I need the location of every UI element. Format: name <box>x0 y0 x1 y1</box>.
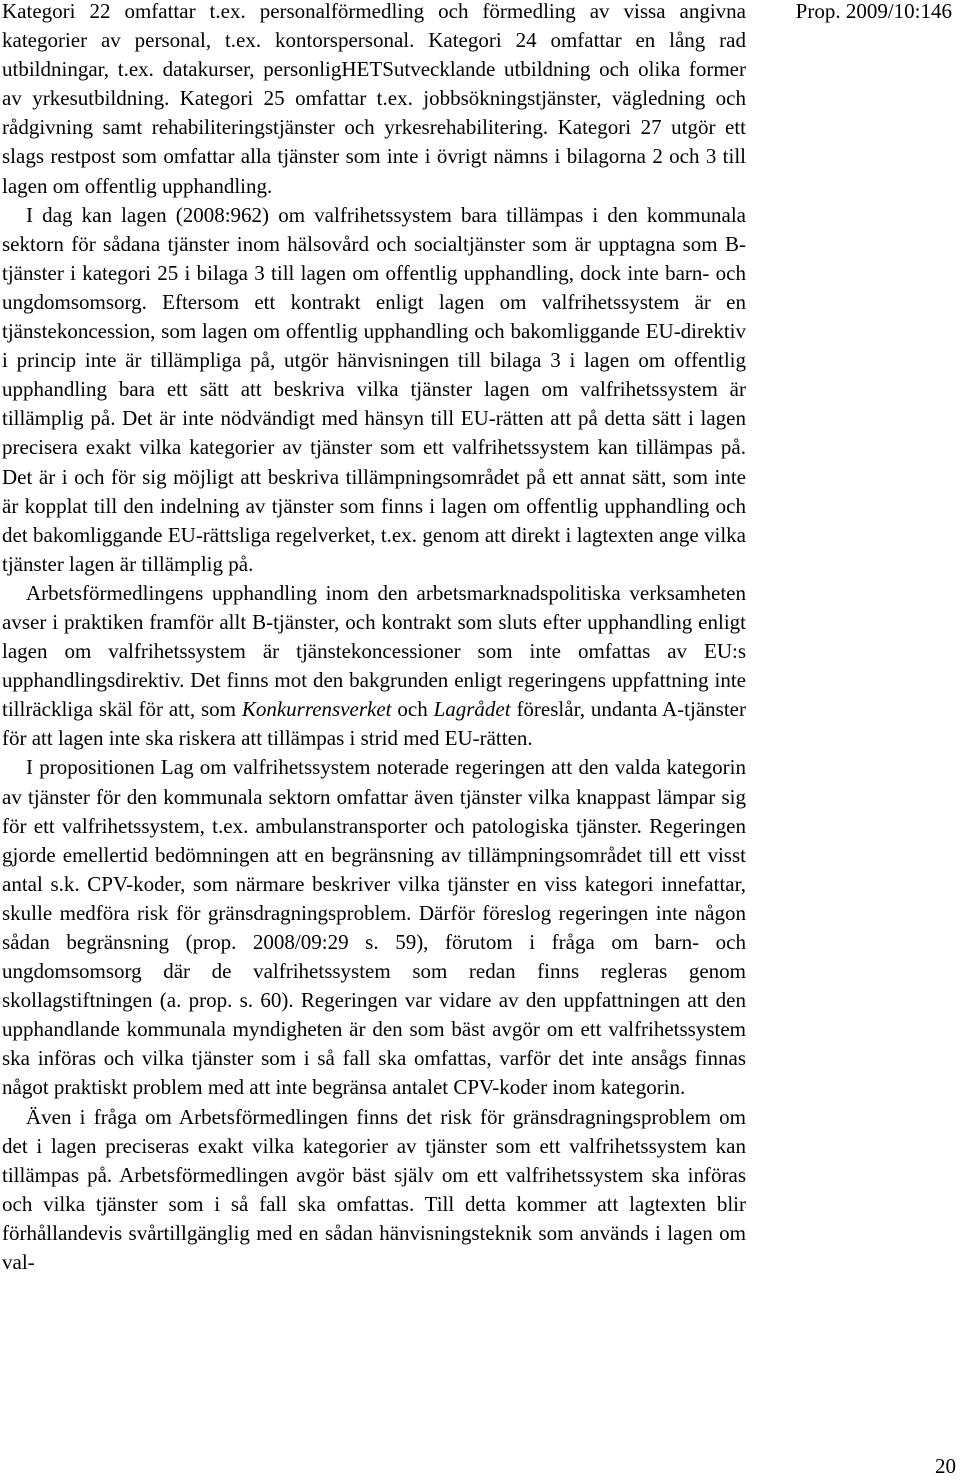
paragraph-demarcation-risk: Även i fråga om Arbetsförmedlingen finns det risk för gränsdragningsproblem om det i lagen preciseras exakt vilka kategorier av tjänster som ett valfrihetssystem kan tillämpas på. Arbetsförmedlingen avgör bäst själv om ett valfrihetssystem ska införas och vilka tjänster som i så fall ska omfattas. Till detta kommer att lagtexten blir förhållandevis svårtillgänglig med en sådan hänvisningsteknik som används i lagen om val- <box>2 1104 746 1275</box>
document-body <box>2 0 746 1277</box>
paragraph-categories: Kategori 22 omfattar t.ex. personalförmedling och förmedling av vissa angivna kategorier av personal, t.ex. kontorspersonal. Kategori 24 omfattar en lång rad utbildningar, t.ex. datakurser, personligHETSutvecklande utbildning och olika former av yrkesutbildning. Kategori 25 omfattar t.ex. jobbsökningstjänster, vägledning och rådgivning samt rehabiliteringstjänster och yrkesrehabilitering. Kategori 27 utgör ett slags restpost som omfattar alla tjänster som inte i övrigt nämns i bilagorna 2 och 3 till lagen om offentlig upphandling. <box>2 0 746 198</box>
page-number: 20 <box>935 1454 956 1478</box>
paragraph-text: och <box>391 697 434 722</box>
paragraph-arbetsformedlingen-procurement <box>2 579 746 754</box>
lagradet-reference: Lagrådet <box>433 697 511 722</box>
paragraph-text: Arbetsförmedlingens upphandling inom den arbetsmarknadspolitiska verksamheten avser i praktiken framför allt B-tjänster, och kontrakt som sluts efter upphandling enligt lagen om valfrihetssystem är tjänstekoncessioner som inte omfattas av EU:s upphandlingsdirektiv. Det finns mot den bakgrunden enligt regeringens uppfattning inte tillräckliga skäl för att, som <box>2 580 746 722</box>
paragraph-current-scope: I dag kan lagen (2008:962) om valfrihetssystem bara tillämpas i den kommunala sektorn för sådana tjänster inom hälsovård och socialtjänster som är upptagna som B-tjänster i kategori 25 i bilaga 3 till lagen om offentlig upphandling, dock inte barn- och ungdomsomsorg. Eftersom ett kontrakt enligt lagen om valfrihetssystem är en tjänstekoncession, som lagen om offentlig upphandling och bakomliggande EU-direktiv i princip inte är tillämpliga på, utgör hänvisningen till bilaga 3 i lagen om offentlig upphandling bara ett sätt att beskriva vilka tjänster lagen om valfrihetssystem är tillämplig på. Det är inte nödvändigt med hänsyn till EU-rätten att på detta sätt i lagen precisera exakt vilka kategorier av tjänster som ett valfrihetssystem kan tillämpas på. Det är i och för sig möjligt att beskriva tillämpningsområdet på ett annat sätt, som inte är kopplat till den indelning av tjänster som finns i lagen om offentlig upphandling och det bakomliggande EU-rättsliga regelverket, t.ex. genom att direkt i lagtexten ange vilka tjänster lagen är tillämplig på. <box>2 202 746 576</box>
konkurrensverket-reference: Konkurrensverket <box>241 697 392 722</box>
paragraph-proposition-background: I propositionen Lag om valfrihetssystem noterade regeringen att den valda kategorin av tjänster för den kommunala sektorn omfattar även tjänster vilka knappast lämpar sig för ett valfrihetssystem, t.ex. ambulanstransporter och patologiska tjänster. Regeringen gjorde emellertid bedömningen att en begränsning av tillämpningsområdet till ett visst antal s.k. CPV-koder, som närmare beskriver vilka tjänster en viss kategori innefattar, skulle medföra risk för gränsdragningsproblem. Därför föreslog regeringen inte någon sådan begränsning (prop. 2008/09:29 s. 59), förutom i fråga om barn- och ungdomsomsorg där de valfrihetssystem som redan finns regleras genom skollagstiftningen (a. prop. s. 60). Regeringen var vidare av den uppfattningen att den upphandlande kommunala myndigheten är den som bäst avgör om ett valfrihetssystem ska införas och vilka tjänster som i så fall ska omfattas, varför det inte ansågs finnas något praktiskt problem med att inte begränsa antalet CPV-koder inom kategorin. <box>2 755 746 1100</box>
proposition-reference: Prop. 2009/10:146 <box>795 0 952 23</box>
paragraph-text: föreslår, undanta A-tjänster för att lagen inte ska riskera att tillämpas i strid med EU-rätten. <box>2 697 746 751</box>
